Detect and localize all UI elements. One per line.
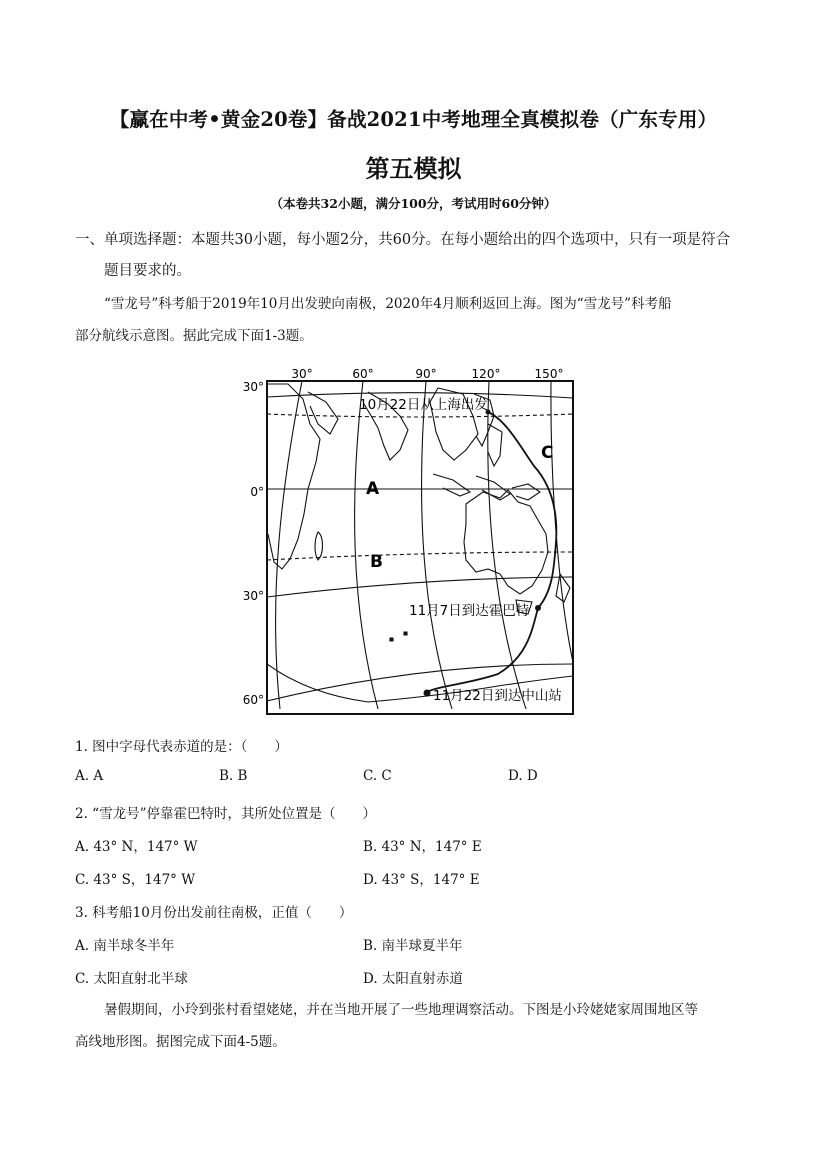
question-2-option-d[interactable]: D. 43° S，147° E (363, 872, 480, 888)
lat-label-0: 0° (250, 485, 264, 499)
zhongshan-station (424, 690, 431, 697)
exam-subtitle: 第五模拟 (365, 155, 462, 183)
hobart-port (535, 605, 541, 611)
question-1-option-c[interactable]: C. C (363, 768, 392, 784)
question-3-stem: 3. 科考船10月份出发前往南极，正值（ ） (75, 905, 353, 921)
question-2-option-c[interactable]: C. 43° S，147° W (75, 872, 196, 888)
section-heading-line1: 一、单项选择题：本题共30小题，每小题2分，共60分。在每小题给出的四个选项中，只有一项是符合 (75, 232, 731, 248)
question-1-option-a[interactable]: A. A (75, 768, 104, 784)
exam-title: 【赢在中考•黄金20卷】备战2021中考地理全真模拟卷（广东专用） (109, 108, 718, 131)
passage2-line2: 高线地形图。据图完成下面4-5题。 (75, 1034, 286, 1050)
lon-label-60: 60° (352, 367, 374, 381)
exam-note: （本卷共32小题，满分100分，考试用时60分钟） (270, 196, 557, 211)
lon-label-90: 90° (415, 367, 437, 381)
lat-label-30s: 30° (242, 589, 264, 603)
letter-c: C (541, 443, 554, 463)
route-label-hobart: 11月7日到达霍巴特 (409, 603, 530, 619)
map-frame (267, 381, 573, 714)
question-2-option-a[interactable]: A. 43° N，147° W (75, 839, 198, 855)
route-label-shanghai: 10月22日从上海出发 (359, 397, 488, 413)
question-1-option-b[interactable]: B. B (219, 768, 248, 784)
question-2-stem: 2. “雪龙号”停靠霍巴特时，其所处位置是（ ） (75, 806, 376, 822)
question-3-option-c[interactable]: C. 太阳直射北半球 (75, 971, 188, 987)
route-map (238, 364, 580, 718)
question-3-option-a[interactable]: A. 南半球冬半年 (75, 938, 175, 954)
question-3-option-d[interactable]: D. 太阳直射赤道 (363, 971, 463, 987)
lon-label-30: 30° (291, 367, 313, 381)
passage2-line1: 暑假期间，小玲到张村看望姥姥，并在当地开展了一些地理调察活动。下图是小玲姥姥家周围地区等 (104, 1002, 698, 1018)
lon-label-150: 150° (534, 367, 564, 381)
section-heading-line2: 题目要求的。 (104, 263, 191, 279)
route-label-zhongshan: 11月22日到达中山站 (433, 688, 562, 704)
question-3-option-b[interactable]: B. 南半球夏半年 (363, 938, 463, 954)
question-1-option-d[interactable]: D. D (508, 768, 538, 784)
question-1-stem: 1. 图中字母代表赤道的是：（ ） (75, 739, 288, 755)
letter-a: A (366, 479, 380, 499)
lon-label-120: 120° (471, 367, 501, 381)
passage1-line2: 部分航线示意图。据此完成下面1-3题。 (75, 328, 313, 344)
letter-b: B (370, 552, 383, 572)
lat-label-30n: 30° (242, 380, 264, 394)
question-2-option-b[interactable]: B. 43° N，147° E (363, 839, 482, 855)
passage1-line1: “雪龙号”科考船于2019年10月出发驶向南极，2020年4月顺利返回上海。图为“雪龙号”科考船 (104, 296, 672, 312)
lat-label-60s: 60° (242, 693, 264, 707)
